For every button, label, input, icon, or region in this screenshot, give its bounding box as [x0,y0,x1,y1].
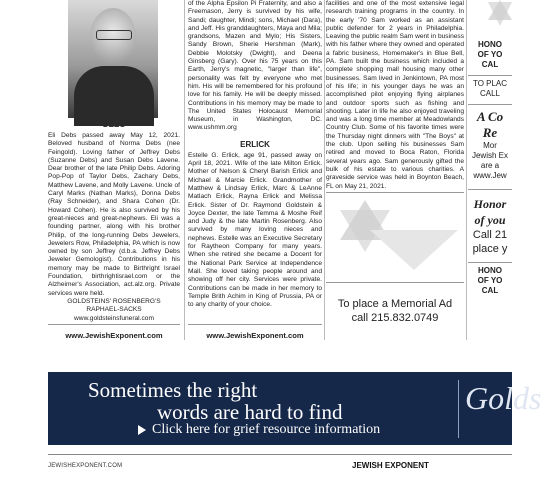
right-ad-c-line-2: Re [482,125,498,140]
right-ad-a-line-1: HONO [478,40,502,49]
obituary-column-2 [188,0,322,309]
star-of-david-icon [330,200,462,274]
page-footer-rule [48,454,512,455]
column-rule-3b [326,282,464,283]
right-ad-d-line-3: Call 21 [472,229,508,241]
right-ad-column [468,0,512,345]
banner-brand-logo: Golds [458,380,535,438]
banner-line-2: words are hard to find [157,400,343,424]
right-ad-b-line-2: CALL [479,89,500,98]
obituary-text-continued: of the Alpha Epsilon Pi Fraternity, and also a Freemason, Jerry is survived by his wife, Sandi; daughter, Mindi; sons, Michael (Dara), and Jeff. His granddaughters, Maya and Mila; grandsons, Mazen and Mylo; His Sisters, Sandy Brown, Sherie Hershman (Mark), Debbie Molotsky (Dwight), and Deena Ginsberg (Gary). Over his 75 years on this Earth, Jerry's magnetic, "larger than life", personality was felt by everyone who met him. His will be remembered for his profound love for his family. He will be deeply missed. Contributions in his memory may be made to The United States Holocaust Memorial Museum, in Washington, DC. www.ushmm.org [188,0,322,132]
column-footer-link-1[interactable]: www.JewishExponent.com [65,331,163,340]
page-footer-website: JEWISHEXPONENT.COM [48,463,123,469]
right-ad-e-line-2: OF YO [477,276,503,285]
banner-link[interactable] [138,422,380,438]
page-footer-publication: JEWISH EXPONENT [352,461,429,470]
obituary-column-1 [48,0,180,323]
funeral-home-name: GOLDSTEINS' ROSENBERG'S RAPHAEL-SACKS [67,297,161,314]
right-ad-c-line-4: Jewish Ex [471,151,508,160]
obituary-text-debs: Eli Debs passed away May 12, 2021. Beloved husband of Norma Debs (nee Feingold). Loving father of Jeffrey Debs (Suzanne Debs) and Susan Debs Lavene. Dear brother of the late Philip Debs. Adoring Pop-Pop of Taylor Debs, Zachary Debs, Matthew Lavene, and Molly Lavene. Uncle of Caryl Marks (Nathan Marks), Donna Debs (Ray Schneider), and Shara Cohen (Dr. Howard Cohen). He is also survived by his great-nieces and great-nephews. Eli was a founding partner, along with his brother Philip, of the long-running Debs Jewelers, Jewelers Row, Philadelphia, PA which is now owned by son Jeffrey (d.b.a. Jeffrey Debs Jeweler Gemologist). Contributions in his memory may be made to Birthright Israel Foundation, birthrightisrael.com or the Alzheimer's Association, act.alz.org. Private services were held. [48,132,180,297]
obituary-photo-debs [68,0,158,118]
obituary-text-erlick: Estelle G. Erlick, age 91, passed away on April 18, 2021. Wife of the late Milton Erlick. Mother of Nelson & Cheryl Barish Erlick and Michael & Marcie Erlick. Grandmother of Matthew & Lindsay Erlick, Marc & LeAnne Matlach Erlick, Rayna Erlick and Melissa Erlick. Sister of Dr. Raymond Goldstein & Joyce Dexter, the late Temma & Moshe Reif and Judy & the late Martin Rosenberg. Also survived by many loving nieces and nephews. Estelle was an Executive Secretary for Raytheon Company for many years. When she retired she became a Docent for the National Park Service at Independence Mall. She loved taking people around and showing off her city. Services were private. Contributions can be made in her memory to Temple Brith Achim in King of Prussia, PA or to any charity of your choice. [188,151,322,309]
column-divider-1 [184,0,185,340]
right-ad-a-line-3: CAL [481,60,499,69]
right-ad-d-line-1: Honor [473,197,507,211]
photo-glasses [96,30,132,40]
right-ad-c-line-3: Mor [483,141,497,150]
grief-resource-banner[interactable] [48,372,541,445]
memorial-ad-line1: To place a Memorial Ad [337,298,453,310]
right-ad-c-line-5: are a [480,161,500,170]
right-ad-d-line-2: of you [474,213,506,227]
right-ad-c-line-1: A Co [476,109,504,124]
memorial-ad-line2: call 215.832.0749 [351,312,439,324]
obituary-text-continued-3: facilities and one of the most extensive legal research training programs in the country. In the early '70 Sam worked as an assistant public defender for 2 years in Philadelphia. Leaving the public realm Sam went in business with his father where they owned and operated a fabric business, Homemaker's in Blue Bell, PA. Sam built the business which included a complete shopping mall housing many other businesses. Sam lived in Jenkintown, PA most of his life; in his younger days he was an accomplished pilot enjoying flying airplanes and outdoor sports such as fishing and shooting. Later in life he also enjoyed traveling and was a long time member at Meadowlands Country Club. Some of his favorite times were the Thursday night dinners with "The Boys" at the club. Upon selling his businesses Sam retired and moved to Boca Raton, Florida several years ago. Sam generously gifted the bulk of his estate to various charities. A graveside service was held in Boynton Beach, FL on May 21, 2021. [326,0,464,190]
obituary-column-3 [326,0,464,191]
obituary-name-erlick: ERLICK [240,139,270,149]
banner-line-1: Sometimes the right [88,378,258,402]
photo-body [74,66,154,126]
column-footer-link-2[interactable]: www.JewishExponent.com [206,331,304,340]
banner-link-text: Click here for grief resource information [152,422,381,437]
memorial-ad [326,297,464,325]
right-ad-c-line-6[interactable]: www.Jew [473,171,507,180]
funeral-home-url[interactable]: www.goldsteinsfuneral.com [74,314,154,322]
column-divider-2 [324,0,325,340]
right-ad-b-line-1: TO PLAC [472,79,508,88]
star-of-david-icon-right [468,0,512,34]
column-divider-3 [466,0,467,340]
right-ad-e-line-1: HONO [478,266,502,275]
right-ad-e-line-3: CAL [481,286,499,295]
column-rule-2 [188,324,322,325]
column-rule-3a [326,192,464,193]
right-ad-d-line-4: place y [472,243,508,255]
play-arrow-icon [138,425,146,435]
right-ad-a-line-2: OF YO [477,50,503,59]
column-rule-1 [48,324,180,325]
